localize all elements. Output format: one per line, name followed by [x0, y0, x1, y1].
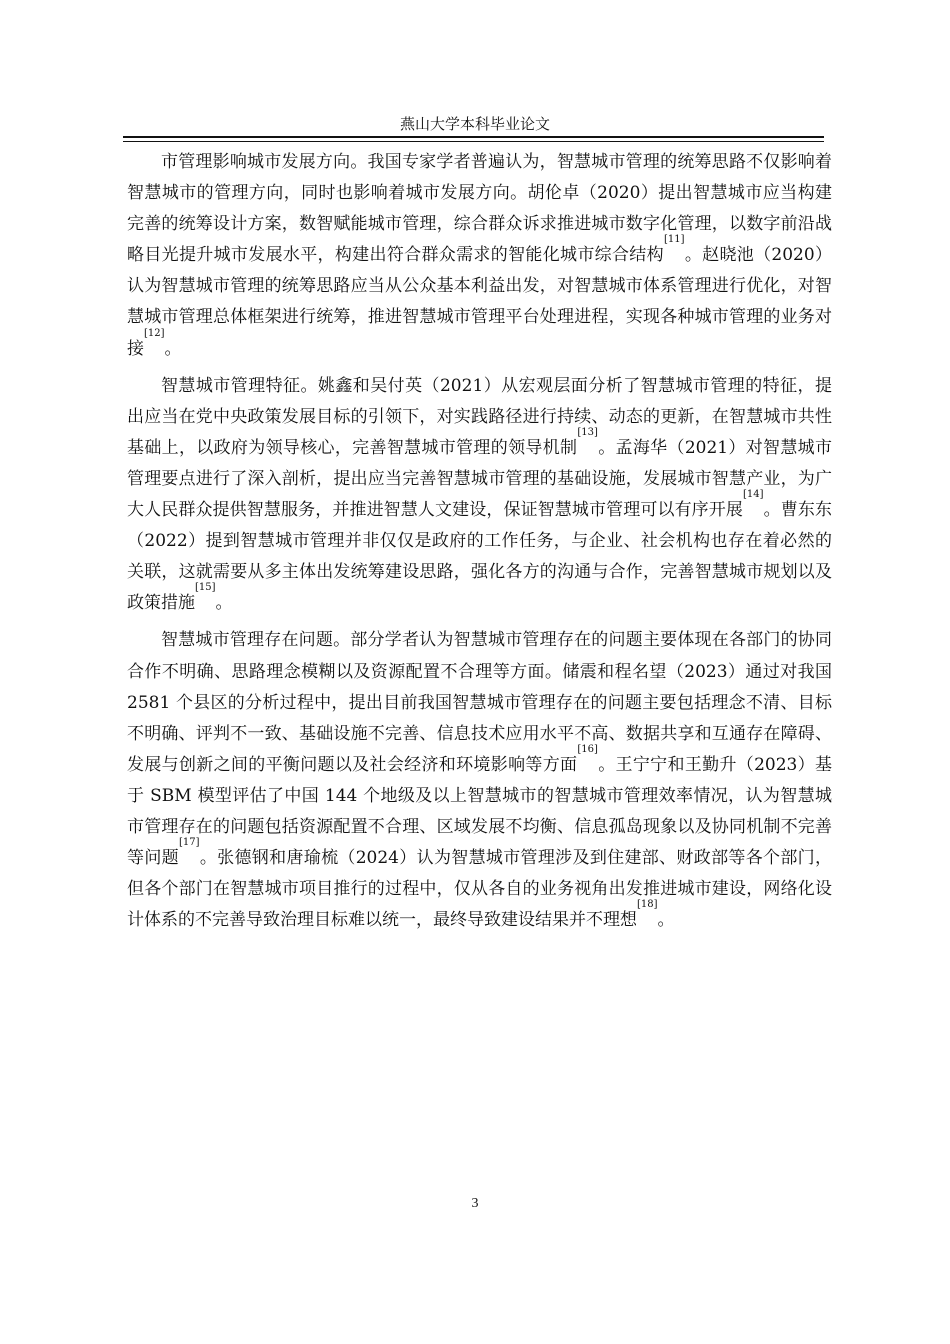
paragraph	[127, 147, 832, 365]
paragraph-text: 。	[657, 910, 675, 931]
citation-reference: [14]	[743, 489, 764, 501]
paragraph-text: 。	[164, 338, 182, 359]
citation-reference: [11]	[663, 234, 685, 246]
citation-reference: [15]	[195, 582, 216, 594]
paragraph	[127, 625, 832, 936]
citation-reference: [18]	[637, 899, 658, 911]
citation-reference: [12]	[144, 327, 165, 339]
paragraph-text: 智慧城市管理特征。姚鑫和吴付英（2021）从宏观层面分析了智慧城市管理的特征，提出应当在党中央政策发展目标的引领下，对实践路径进行持续、动态的更新，在智慧城市共性基础上，以政府为领导核心，完善智慧城市管理的领导机制	[127, 375, 832, 458]
page-number: 3	[471, 1196, 479, 1211]
paragraph	[127, 371, 832, 620]
paragraph-text: 市管理影响城市发展方向。我国专家学者普遍认为，智慧城市管理的统筹思路不仅影响着智慧城市的管理方向，同时也影响着城市发展方向。胡伦卓（2020）提出智慧城市应当构建完善的统筹设计方案，数智赋能城市管理，综合群众诉求推进城市数字化管理，以数字前沿战略目光提升城市发展水平，构建出符合群众需求的智能化城市综合结构	[127, 152, 832, 266]
paragraph-text: 。赵晓池（2020）认为智慧城市管理的统筹思路应当从公众基本利益出发，对智慧城市体系管理进行优化，对智慧城市管理总体框架进行统筹，推进智慧城市管理平台处理进程，实现各种城市管理的业务对接	[127, 245, 833, 359]
citation-reference: [16]	[577, 743, 598, 755]
paragraph-text: 。曹东东（2022）提到智慧城市管理并非仅仅是政府的工作任务，与企业、社会机构也存在着必然的关联，这就需要从多主体出发统筹建设思路，强化各方的沟通与合作，完善智慧城市规划以及政策措施	[127, 500, 833, 614]
paragraph-text: 。王宁宁和王勤升（2023）基于 SBM 模型评估了中国 144 个地级及以上智慧城市的智慧城市管理效率情况，认为智慧城市管理存在的问题包括资源配置不合理、区域发展不均衡、信息孤岛现象以及协同机制不完善等问题	[127, 754, 833, 869]
running-header-title: 燕山大学本科毕业论文	[399, 115, 550, 133]
paragraph-text: 。孟海华（2021）对智慧城市管理要点进行了深入剖析，提出应当完善智慧城市管理的基础设施，发展城市智慧产业，为广大人民群众提供智慧服务，并推进智慧人文建设，保证智慧城市管理可以有序开展	[127, 437, 833, 521]
paragraph-text: 。张德钢和唐瑜梳（2024）认为智慧城市管理涉及到住建部、财政部等各个部门，但各个部门在智慧城市项目推行的过程中，仅从各自的业务视角出发推进城市建设，网络化设计体系的不完善导致治理目标难以统一，最终导致建设结果并不理想	[127, 848, 833, 931]
header-rule-thick	[123, 136, 824, 138]
body-text	[127, 147, 832, 942]
header-rule-thin	[123, 141, 824, 142]
paragraph-text: 。	[215, 593, 233, 614]
paragraph-text: 智慧城市管理存在问题。部分学者认为智慧城市管理存在的问题主要体现在各部门的协同合作不明确、思路理念模糊以及资源配置不合理等方面。储震和程名望（2023）通过对我国 2581 个县区的分析过程中，提出目前我国智慧城市管理存在的问题主要包括理念不清、目标不明确、评判不一致、基础设施不完善、信息技术应用水平不高、数据共享和互通存在障碍、发展与创新之间的平衡问题以及社会经济和环境影响等方面	[127, 630, 832, 775]
citation-reference: [17]	[178, 837, 200, 849]
citation-reference: [13]	[577, 426, 598, 438]
